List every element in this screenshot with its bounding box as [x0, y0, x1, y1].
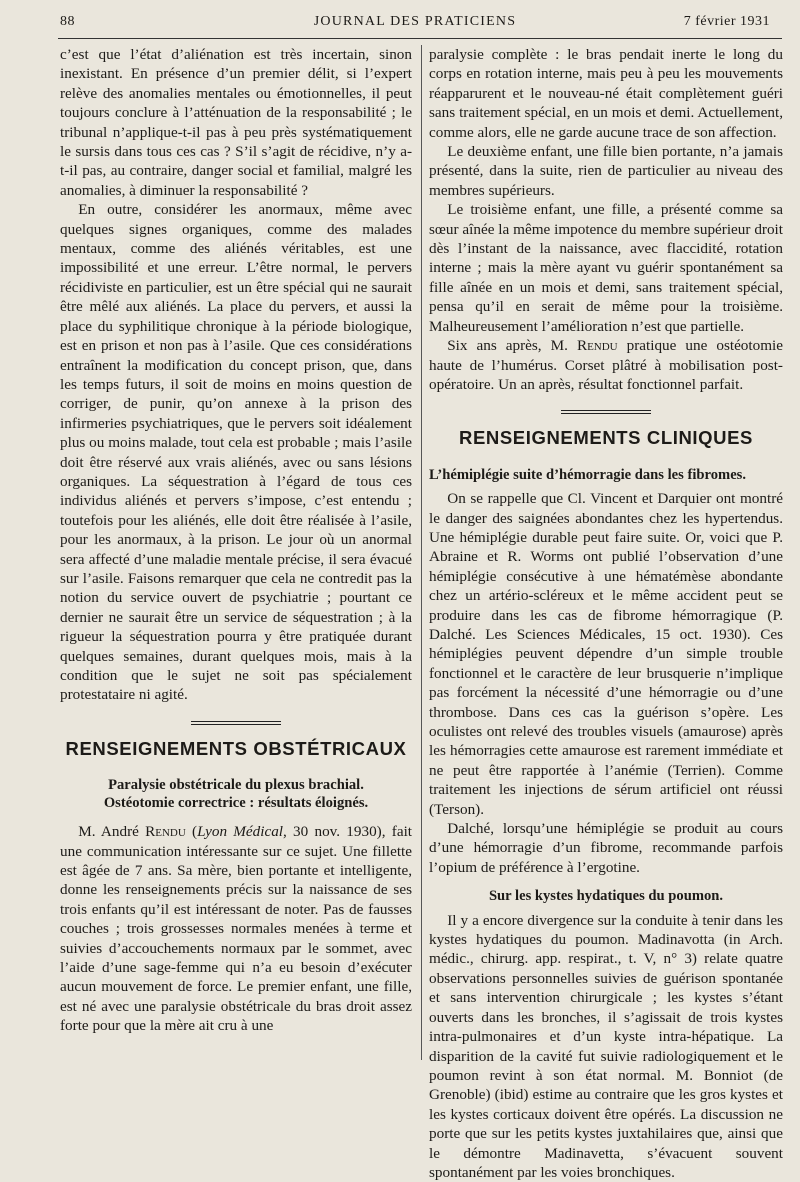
- column-divider: [421, 45, 422, 1060]
- issue-date: 7 février 1931: [683, 14, 770, 29]
- left-column: [60, 45, 412, 1036]
- page-number: 88: [60, 14, 75, 29]
- article-title-line: Ostéotomie correctrice : résultats éloignés.: [103, 795, 369, 812]
- header-rule: [58, 38, 782, 39]
- right-column: [429, 45, 783, 1182]
- paragraph: M. André Rendu (Lyon Médical, 30 nov. 1930), fait une communication intéressante sur ce sujet. Une fillette est âgée de 7 ans. Sa mère, bien portante et intelligente, donne les renseignements précis sur la naissance de ses trois enfants qu’il est intéressant de noter. Pas de fausses couches ; trois grossesses normales menées à terme et suivies d’accouchements normaux par le sommet, avec l’aide d’une sage-femme qui n’a eu besoin d’exécuter aucun mouvement de force. Le premier enfant, une fille, est né avec une paralysie obstétricale du bras droit assez forte pour que la mère ait cru à une: [60, 823, 413, 1035]
- paragraph: paralysie complète : le bras pendait inerte le long du corps en rotation interne, mais peu à peu les mouvements réapparurent et le nouveau-né était complètement guéri sans traitement spécial, en un mois et demi. Actuellement, comme alors, elle ne garde aucune trace de son affection.: [429, 46, 783, 141]
- journal-title: JOURNAL DES PRATICIENS: [313, 14, 517, 29]
- paragraph: Dalché, lorsqu’une hémiplégie se produit au cours d’une hémorragie d’un fibrome, recommande parfois l’opium de préférence à l’ergotine.: [429, 820, 783, 876]
- author-name: Rendu: [576, 337, 618, 355]
- text-run: pratique une ostéotomie haute de l’humérus. Corset plâtré à mobilisation post-opératoire. Un an après, résultat fonctionnel parfait.: [429, 337, 783, 393]
- paragraph: On se rappelle que Cl. Vincent et Darquier ont montré le danger des saignées abondantes chez les hypertendus. Une hémiplégie durable peut faire suite. Or, voici que P. Abraine et R. Worms ont publié l’observation d’une hémiplégie consécutive à une hématémèse abondante chez un artério-scléreux et le même accident peut se produire dans les cas de fibrome hémorragique (P. Dalché. Les Sciences Médicales, 15 oct. 1930). Ces hémiplégies peuvent dépendre d’un simple trouble fonctionnel et le caractère de leur brusquerie n’implique pas forcément la nécessité d’une hémorragie ou d’une thrombose. Dans ces cas la guérison s’opère. Les oculistes ont relevé des troubles visuels (amaurose) après les hémorragies cette amaurose est rarement immédiate et ne peut être rapportée à l’anémie (Terrien). Comme traitement les injections de sérum artificiel ont réussi (Terson).: [429, 490, 783, 818]
- page-header: [60, 14, 770, 36]
- section-separator: [191, 721, 281, 725]
- author-name: Rendu: [145, 823, 186, 841]
- section-title-cliniques: RENSEIGNEMENTS CLINIQUES: [459, 427, 753, 449]
- section-separator: [561, 410, 651, 414]
- paragraph: En outre, considérer les anormaux, même avec quelques signes organiques, comme des malades mentaux, comme des aliénés véritables, est une impossibilité et une erreur. L’être normal, le pervers récidiviste en particulier, est un être spécial qui ne saurait être mêlé aux aliénés. La place du pervers, et aussi la place du syphilitique chronique à la période biologique, est en prison et non pas à l’asile. Que ces considérations entraînent la modification du concept prison, que, dans les temps futurs, il soit de moins en moins question de corriger, de punir, qu’on annexe à la prison des infirmeries psychiatriques, que le pervers soit idéalement plus ou moins malade, tout cela est probable ; mais l’asile doit être réservé aux vrais aliénés, avec ou sans lésions organiques. La séquestration à l’égard de tous ces individus aliénés et pervers s’impose, c’est entendu ; toutefois pour les aliénés, elle doit être réalisée à l’asile, pour les anormaux, à la prison. Le jour où un anormal sera affecté d’une maladie mentale précise, il sera évacué sur l’asile. Faisons remarquer que cela ne contredit pas la notion du service ouvert de psychiatrie ; pourtant ce dernier ne saurait être un service de séquestration ; à la rigueur la séquestration pourra y être pratiquée durant quelques semaines, durant quelques mois, mais à la condition que le sujet ne soit pas spécialement protestataire ni agité.: [60, 201, 412, 704]
- paragraph: Le deuxième enfant, une fille bien portante, n’a jamais présenté, dans la suite, rien de particulier au niveau des membres supérieurs.: [429, 143, 783, 199]
- text-run: Six ans après, M.: [447, 337, 577, 355]
- paragraph: c’est que l’état d’aliénation est très incertain, sinon inexistant. En présence d’un premier délit, si l’expert relève des anomalies mentales ou émotionnelles, il peut toujours conclure à l’atténuation de la responsabilité ; le tribunal n’applique-t-il pas à peu près systématiquement le sursis dans tous ces cas ? S’il s’agit de récidive, n’y a-t-il pas, au contraire, danger social et familial, malgré les anomalies, à diminuer la responsabilité ?: [60, 46, 412, 199]
- article-title: Sur les kystes hydatiques du poumon.: [488, 888, 724, 905]
- article-title-line: Paralysie obstétricale du plexus brachial.: [108, 777, 364, 794]
- article-title: [60, 776, 412, 812]
- text-run: , 30 nov. 1930), fait une communication intéressante sur ce sujet. Une fillette est âgée de 7 ans. Sa mère, bien portante et intelligente, donne les renseignements précis sur la naissance de ses trois enfants qu’il est intéressant de noter. Pas de fausses couches ; trois grossesses normales menées à terme et suivies d’accouchements normaux par le sommet, avec l’aide d’une sage-femme qui n’a eu besoin d’exécuter aucun mouvement de force. Le premier enfant, une fille, est né avec une paralysie obstétricale du bras droit assez forte pour que la mère ait cru à une: [60, 823, 413, 1035]
- paragraph: [429, 336, 783, 394]
- journal-reference: Lyon Médical: [197, 823, 284, 841]
- section-title-obstetricaux: RENSEIGNEMENTS OBSTÉTRICAUX: [65, 737, 407, 759]
- text-run: M. André: [78, 823, 146, 841]
- article-title: L’hémiplégie suite d’hémorragie dans les fibromes.: [429, 466, 746, 483]
- paragraph: Le troisième enfant, une fille, a présenté comme sa sœur aînée la même impotence du membre supérieur droit dès l’instant de la naissance, avec flaccidité, rotation interne ; mais la mère ayant vu guérir spontanément sa fille aînée en un mois et demi, sans traitement spécial, pensa qu’il en serait de même pour la troisième. Malheureusement l’amélioration n’est que partielle.: [429, 201, 783, 335]
- paragraph: Il y a encore divergence sur la conduite à tenir dans les kystes hydatiques du poumon. Madinavotta (in Arch. médic., chirurg. app. respirat., t. V, n° 3) relate quatre observations personnelles suivies de guérison spontanée et sans intervention chirurgicale ; les kystes s’étant ouverts dans les bronches, il s’agissait de trois kystes intra-pulmonaires et d’un kyste intra-hépatique. La disparition de la cavité fut suivie radiologiquement et le poumon revint à son état normal. M. Bonniot (de Grenoble) (ibid) estime au contraire que les gros kystes et les kystes corticaux doivent être opérés. La discussion ne porte que sur les petits kystes juxtahilaires que, ainsi que le démontre Madinavetta, s’évacuent souvent spontanément par les voies bronchiques.: [429, 911, 783, 1181]
